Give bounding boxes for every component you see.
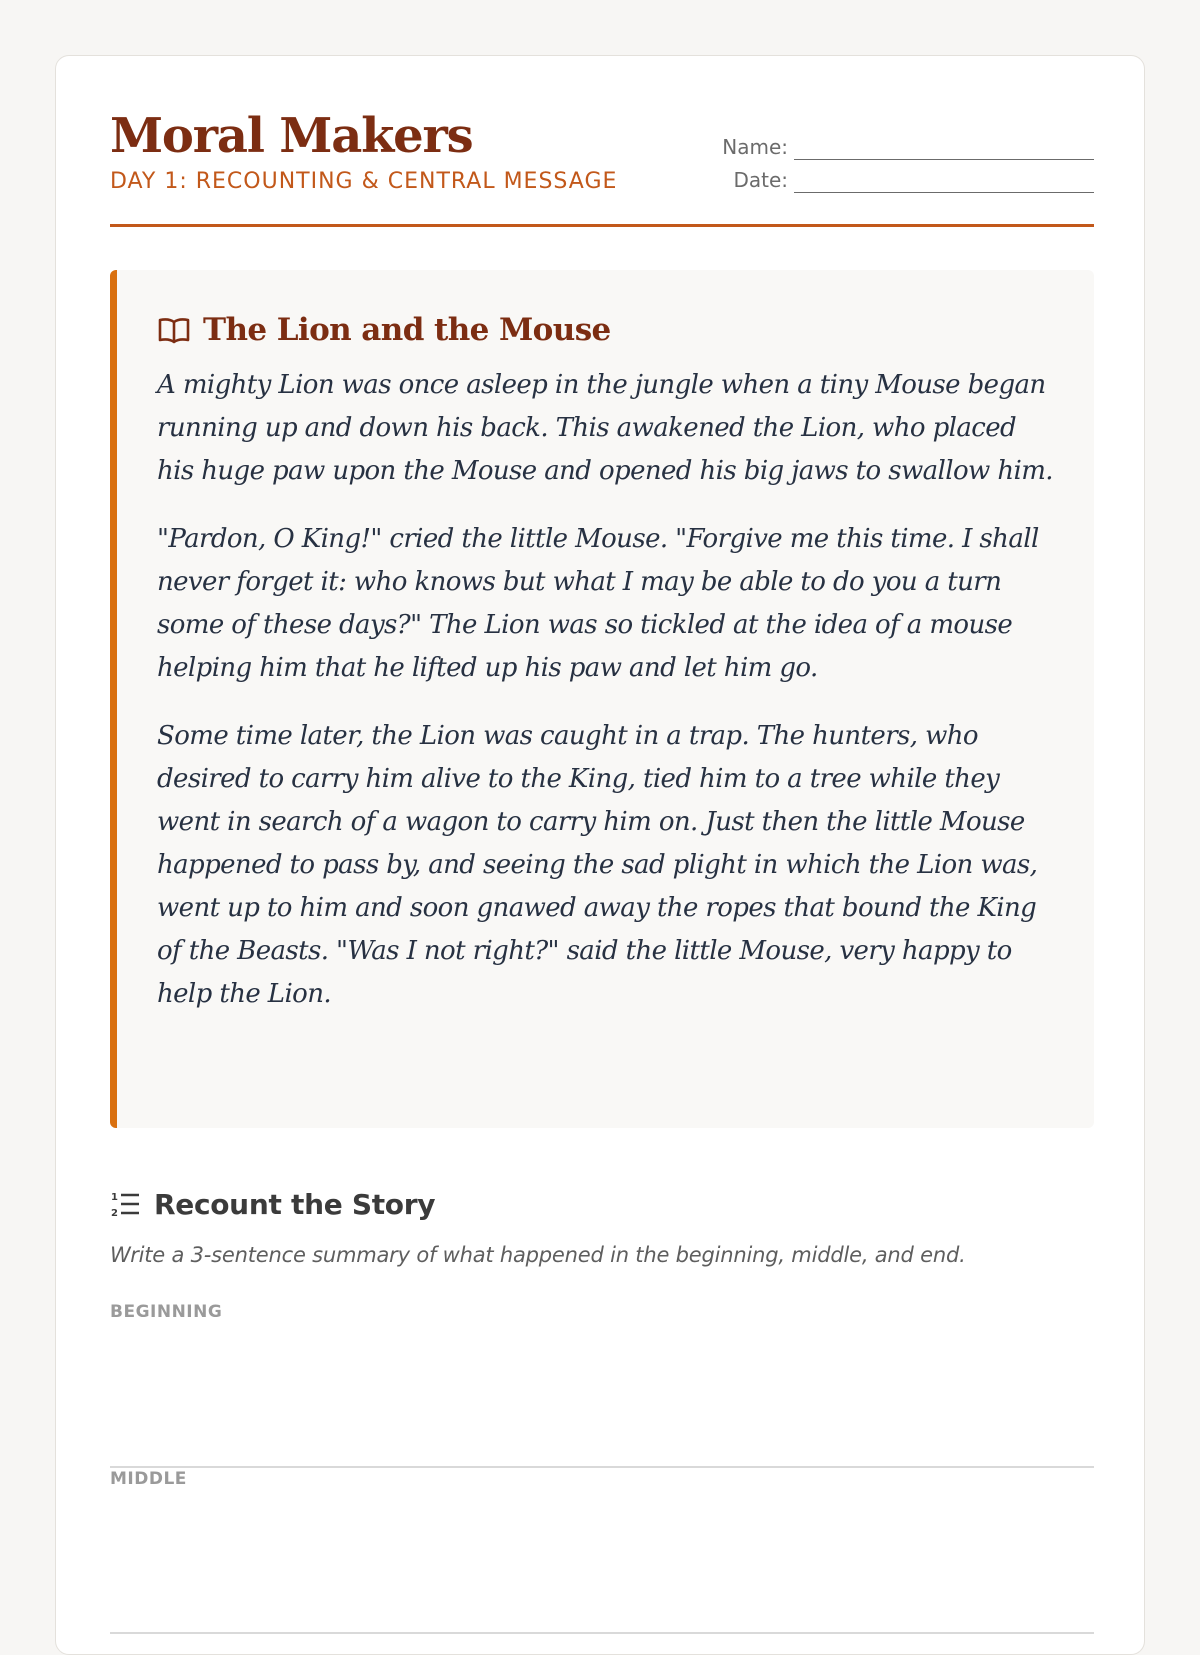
- name-date-block: [656, 56, 1094, 256]
- recount-title: Recount the Story: [154, 1187, 436, 1221]
- date-label: Date:: [733, 168, 788, 192]
- page-subtitle: DAY 1: RECOUNTING & CENTRAL MESSAGE: [110, 169, 618, 194]
- svg-text:1: 1: [111, 1192, 118, 1203]
- name-field[interactable]: [722, 134, 1094, 160]
- page-title: Moral Makers: [110, 108, 473, 164]
- story-box: [110, 270, 1094, 1128]
- recount-heading: [110, 1184, 435, 1224]
- story-paragraph-2: "Pardon, O King!" cried the little Mouse. "Forgive me this time. I shall never forget it: who knows but what I may be able to do you a turn some of these days?" The Lion was so tickled at the idea of a mouse helping him that he lifted up his paw and let him go.: [157, 524, 1039, 683]
- beginning-label: BEGINNING: [110, 1302, 223, 1322]
- name-label: Name:: [722, 135, 788, 159]
- story-title: The Lion and the Mouse: [203, 312, 611, 348]
- date-field[interactable]: [733, 167, 1094, 193]
- story-paragraph-3: Some time later, the Lion was caught in a trap. The hunters, who desired to carry him alive to the King, tied him to a tree while they went in search of a wagon to carry him on. Just then the little Mouse happened to pass by, and seeing the sad plight in which the Lion was, went up to him and soon gnawed away the ropes that bound the King of the Beasts. "Was I not right?" said the little Mouse, very happy to help the Lion.: [157, 721, 1038, 1009]
- numbered-list-icon: [110, 1189, 140, 1219]
- worksheet-page: [55, 55, 1145, 1655]
- middle-label: MIDDLE: [110, 1469, 187, 1489]
- recount-instruction: Write a 3-sentence summary of what happened in the beginning, middle, and end.: [110, 1243, 966, 1267]
- story-paragraph-1: A mighty Lion was once asleep in the jungle when a tiny Mouse began running up and down his back. This awakened the Lion, who placed his huge paw upon the Mouse and opened his big jaws to swallow him.: [157, 370, 1053, 486]
- story-title-row: [157, 306, 1056, 354]
- middle-answer-line[interactable]: [110, 1632, 1094, 1634]
- svg-text:2: 2: [111, 1208, 118, 1219]
- beginning-answer-line[interactable]: [110, 1466, 1094, 1468]
- name-blank-line[interactable]: [794, 141, 1094, 160]
- date-blank-line[interactable]: [794, 174, 1094, 193]
- book-open-icon: [157, 315, 191, 345]
